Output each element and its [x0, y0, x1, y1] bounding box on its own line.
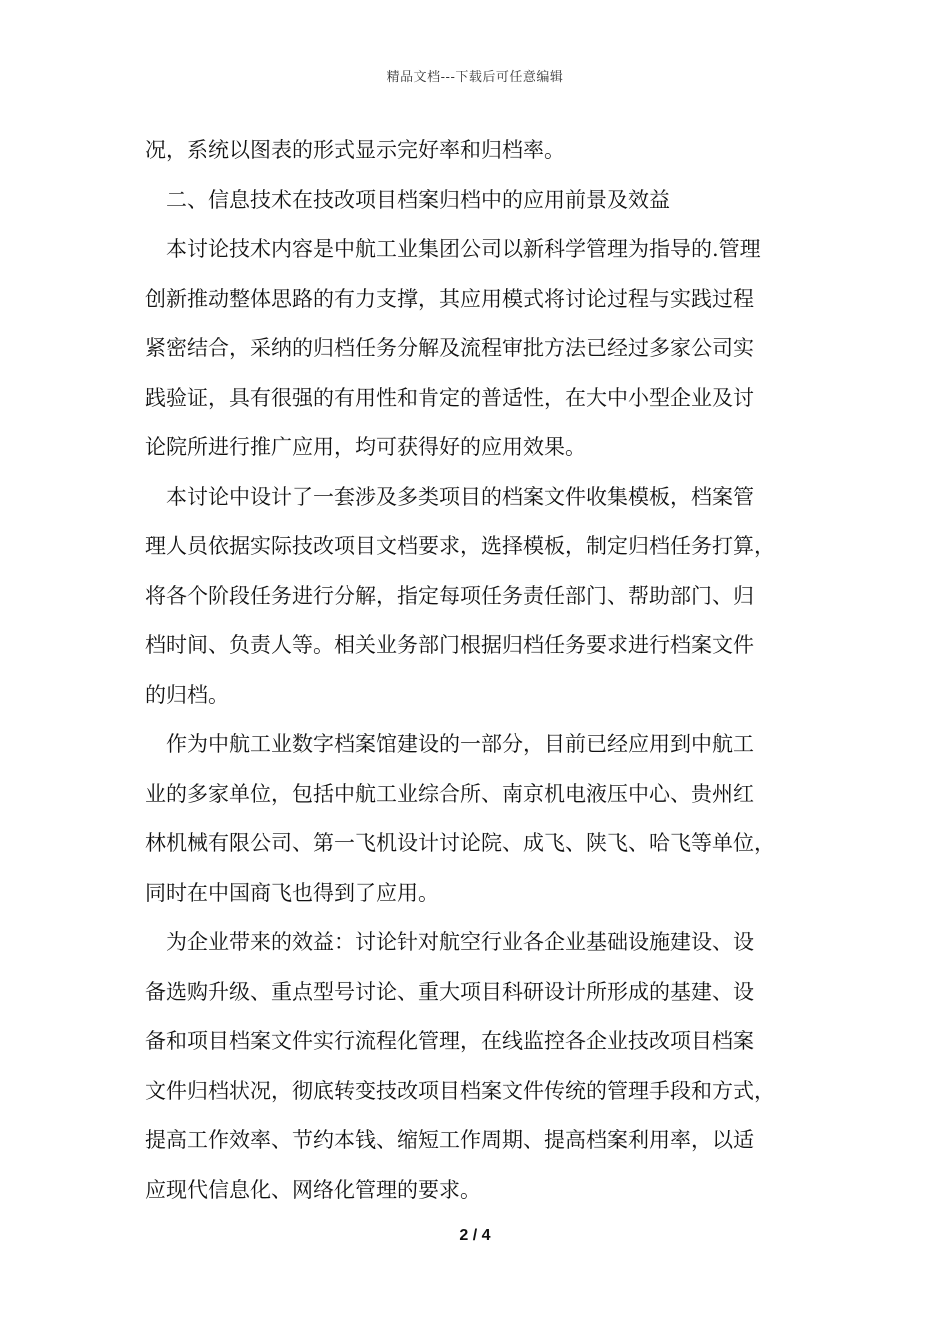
section-heading: [145, 176, 825, 226]
text-line: 论院所进行推广应用，均可获得好的应用效果。: [145, 435, 586, 459]
text-line: 本讨论中设计了一套涉及多类项目的档案文件收集模板，档案管: [166, 484, 754, 509]
text-line: 践验证，具有很强的有用性和肯定的普适性，在大中小型企业及讨: [145, 385, 754, 410]
text-line: 创新推动整体思路的有力支撑，其应用模式将讨论过程与实践过程: [145, 286, 754, 311]
text-line: 将各个阶段任务进行分解，指定每项任务责任部门、帮助部门、归: [145, 583, 754, 608]
text-line: 文件归档状况，彻底转变技改项目档案文件传统的管理手段和方式，: [145, 1078, 775, 1103]
text-line: 备选购升级、重点型号讨论、重大项目科研设计所形成的基建、设: [145, 979, 754, 1004]
text-line: 的归档。: [145, 682, 229, 707]
paragraph-2: [145, 473, 825, 721]
paragraph-4: [145, 918, 825, 1215]
paragraph-3: [145, 720, 825, 918]
text-line: 应现代信息化、网络化管理的要求。: [145, 1177, 481, 1202]
text-line: 备和项目档案文件实行流程化管理，在线监控各企业技改项目档案: [145, 1029, 754, 1053]
text-line: 作为中航工业数字档案馆建设的一部分，目前已经应用到中航工: [166, 732, 754, 756]
text-line: 紧密结合，采纳的归档任务分解及流程审批方法已经过多家公司实: [145, 336, 754, 360]
page-number: 2 / 4: [459, 1227, 491, 1244]
document-body: [145, 126, 825, 1215]
text-line: 同时在中国商飞也得到了应用。: [145, 880, 439, 905]
page-header: 精品文档---下载后可任意编辑: [386, 70, 564, 85]
text-line: 况，系统以图表的形式显示完好率和归档率。: [145, 138, 565, 162]
text-line: 为企业带来的效益：讨论针对航空行业各企业基础设施建设、设: [166, 930, 754, 954]
paragraph-continuation: [145, 126, 825, 176]
heading-text: 二、信息技术在技改项目档案归档中的应用前景及效益: [166, 187, 670, 212]
text-line: 业的多家单位，包括中航工业综合所、南京机电液压中心、贵州红: [145, 781, 754, 806]
text-line: 林机械有限公司、第一飞机设计讨论院、成飞、陕飞、哈飞等单位，: [145, 831, 775, 855]
text-line: 本讨论技术内容是中航工业集团公司以新科学管理为指导的.管理: [166, 237, 761, 261]
text-line: 理人员依据实际技改项目文档要求，选择模板，制定归档任务打算，: [145, 534, 775, 558]
text-line: 档时间、负责人等。相关业务部门根据归档任务要求进行档案文件: [145, 633, 754, 657]
paragraph-1: [145, 225, 825, 473]
text-line: 提高工作效率、节约本钱、缩短工作周期、提高档案利用率，以适: [145, 1128, 754, 1152]
